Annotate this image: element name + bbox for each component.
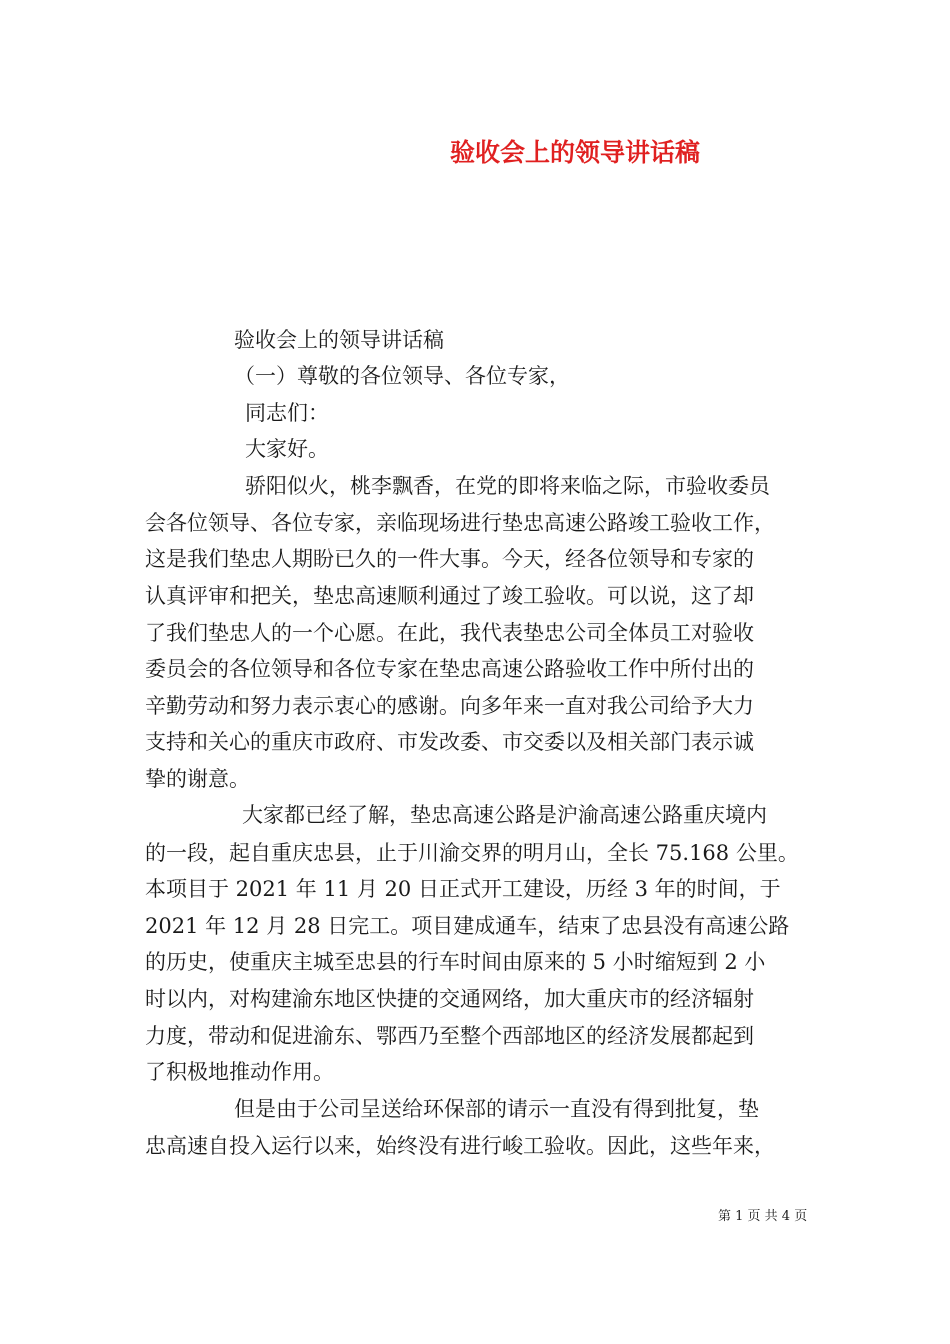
body-line: 了我们垫忠人的一个心愿。在此，我代表垫忠公司全体员工对验收	[145, 621, 754, 645]
body-line: 挚的谢意。	[145, 767, 250, 791]
document-title: 验收会上的领导讲话稿	[449, 138, 700, 167]
body-line: 骄阳似火，桃李飘香，在党的即将来临之际，市验收委员	[245, 474, 770, 498]
body-line: 2021 年 12 月 28 日完工。项目建成通车，结束了忠县没有高速公路	[145, 914, 790, 938]
page-number-footer: 第 1 页 共 4 页	[718, 1209, 808, 1224]
body-line: 的一段，起自重庆忠县，止于川渝交界的明月山，全长 75.168 公里。	[145, 841, 799, 865]
salutation: （一）尊敬的各位领导、各位专家，	[234, 364, 570, 388]
body-line: 委员会的各位领导和各位专家在垫忠高速公路验收工作中所付出的	[145, 657, 754, 681]
body-line: 时以内，对构建渝东地区快捷的交通网络，加大重庆市的经济辐射	[145, 987, 754, 1011]
body-line: 大家都已经了解，垫忠高速公路是沪渝高速公路重庆境内	[242, 803, 767, 827]
body-line: 辛勤劳动和努力表示衷心的感谢。向多年来一直对我公司给予大力	[145, 694, 754, 718]
greeting-line: 大家好。	[245, 437, 329, 461]
body-line: 认真评审和把关，垫忠高速顺利通过了竣工验收。可以说，这了却	[145, 584, 754, 608]
body-line: 本项目于 2021 年 11 月 20 日正式开工建设，历经 3 年的时间，于	[145, 877, 781, 901]
address-line: 同志们：	[245, 401, 329, 425]
body-line: 的历史，使重庆主城至忠县的行车时间由原来的 5 小时缩短到 2 小	[145, 950, 766, 974]
body-line: 这是我们垫忠人期盼已久的一件大事。今天，经各位领导和专家的	[145, 547, 754, 571]
body-line: 了积极地推动作用。	[145, 1060, 334, 1084]
body-line: 但是由于公司呈送给环保部的请示一直没有得到批复，垫	[234, 1097, 759, 1121]
body-line: 力度，带动和促进渝东、鄂西乃至整个西部地区的经济发展都起到	[145, 1024, 754, 1048]
body-line: 支持和关心的重庆市政府、市发改委、市交委以及相关部门表示诚	[145, 730, 754, 754]
body-line: 忠高速自投入运行以来，始终没有进行峻工验收。因此，这些年来，	[145, 1134, 775, 1158]
body-line: 会各位领导、各位专家，亲临现场进行垫忠高速公路竣工验收工作，	[145, 511, 775, 535]
document-subtitle: 验收会上的领导讲话稿	[234, 328, 444, 352]
